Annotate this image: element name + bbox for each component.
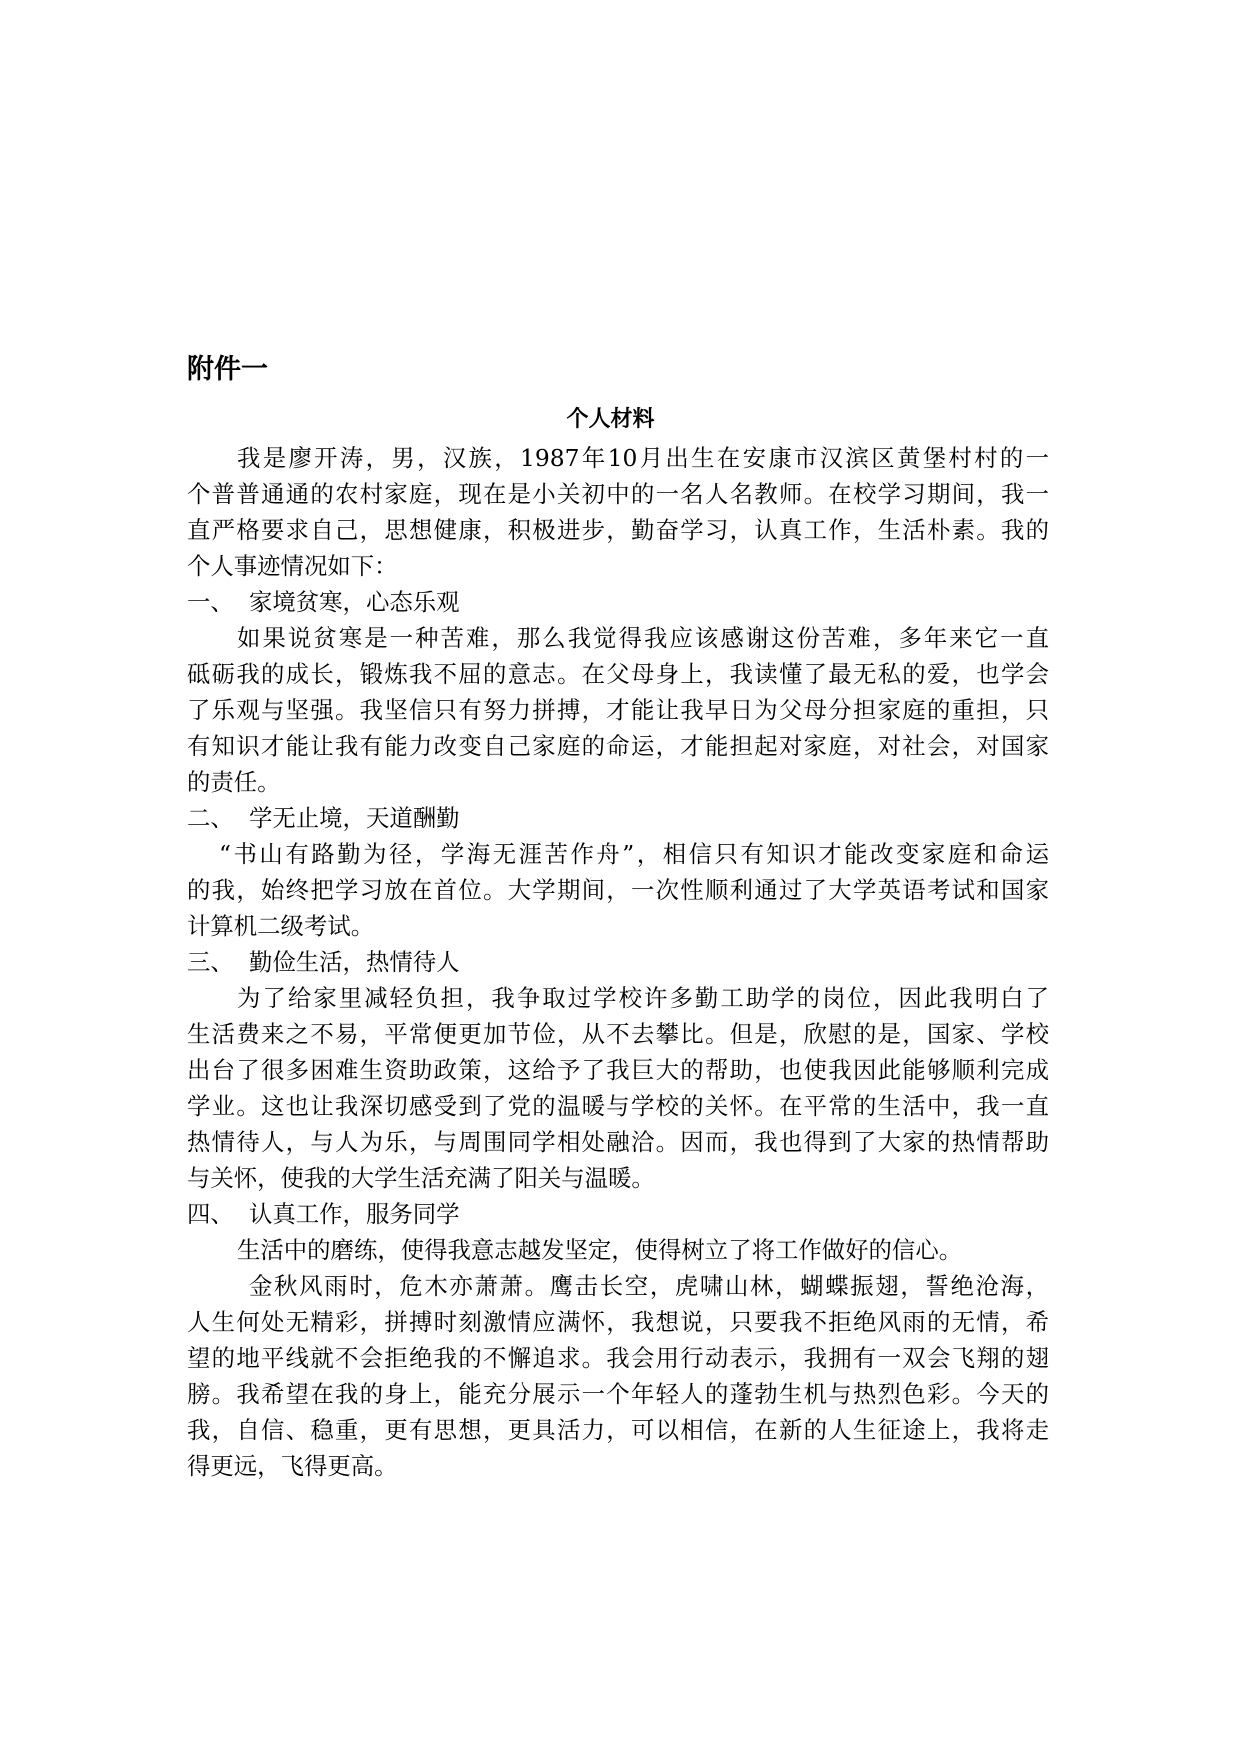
paragraph-line: 如果说贫寒是一种苦难，那么我觉得我应该感谢这份苦难，多年来它一直 [237,624,1049,652]
paragraph-line: “书山有路勤为径，学海无涯苦作舟”，相信只有知识才能改变家庭和命运 [219,840,1049,868]
attachment-label: 附件一 [187,354,268,385]
section-heading-1 [187,584,1049,620]
paragraph-line: 膀。我希望在我的身上，能充分展示一个年轻人的蓬勃生机与热烈色彩。今天的 [187,1380,1049,1408]
paragraph-line: 计算机二级考试。 [187,912,375,940]
paragraph-line: 为了给家里减轻负担，我争取过学校许多勤工助学的岗位，因此我明白了 [237,984,1049,1012]
paragraph-line: 学业。这也让我深切感受到了党的温暖与学校的关怀。在平常的生活中，我一直 [187,1092,1049,1120]
paragraph-line: 个普普通通的农村家庭，现在是小关初中的一名人名教师。在校学习期间，我一 [187,480,1049,508]
paragraph-line: 得更远，飞得更高。 [187,1452,398,1480]
paragraph-line: 砥砺我的成长，锻炼我不屈的意志。在父母身上，我读懂了最无私的爱，也学会 [187,660,1049,688]
document-body [187,440,1049,1484]
heading-number: 三、 [187,948,234,976]
paragraph-line: 与关怀，使我的大学生活充满了阳关与温暖。 [187,1164,655,1192]
paragraph-line: 了乐观与坚强。我坚信只有努力拼搏，才能让我早日为父母分担家庭的重担，只 [187,696,1049,724]
paragraph-line: 生活中的磨练，使得我意志越发坚定，使得树立了将工作做好的信心。 [237,1236,963,1264]
section-heading-2 [187,800,1049,836]
heading-number: 四、 [187,1200,234,1228]
paragraph-line: 望的地平线就不会拒绝我的不懈追求。我会用行动表示，我拥有一双会飞翔的翅 [187,1344,1049,1372]
paragraph-line: 的我，始终把学习放在首位。大学期间，一次性顺利通过了大学英语考试和国家 [187,876,1049,904]
paragraph-line: 个人事迹情况如下： [187,552,398,580]
title-text: 个人材料 [566,406,655,432]
paragraph-line: 人生何处无精彩，拼搏时刻激情应满怀，我想说，只要我不拒绝风雨的无情，希 [187,1308,1049,1336]
paragraph-line: 金秋风雨时，危木亦萧萧。鹰击长空，虎啸山林，蝴蝶振翅，誓绝沧海， [249,1272,1049,1300]
document-title [0,404,1241,434]
paragraph-line: 热情待人，与人为乐，与周围同学相处融洽。因而，我也得到了大家的热情帮助 [187,1128,1049,1156]
paragraph-line: 的责任。 [187,768,281,796]
heading-number: 二、 [187,804,234,832]
paragraph-line: 直严格要求自己，思想健康，积极进步，勤奋学习，认真工作，生活朴素。我的 [187,516,1049,544]
heading-text: 勤俭生活，热情待人 [249,948,460,976]
heading-text: 认真工作，服务同学 [249,1200,460,1228]
heading-text: 家境贫寒，心态乐观 [249,588,460,616]
paragraph-line: 生活费来之不易，平常便更加节俭，从不去攀比。但是，欣慰的是，国家、学校 [187,1020,1049,1048]
heading-text: 学无止境，天道酬勤 [249,804,460,832]
paragraph-line: 有知识才能让我有能力改变自己家庭的命运，才能担起对家庭，对社会，对国家 [187,732,1049,760]
heading-number: 一、 [187,588,234,616]
paragraph-line: 我，自信、稳重，更有思想，更具活力，可以相信，在新的人生征途上，我将走 [187,1416,1049,1444]
section-heading-4 [187,1196,1049,1232]
section-heading-3 [187,944,1049,980]
paragraph-line: 出台了很多困难生资助政策，这给予了我巨大的帮助，也使我因此能够顺利完成 [187,1056,1049,1084]
paragraph-line: 我是廖开涛，男，汉族，1987年10月出生在安康市汉滨区黄堡村村的一 [237,444,1049,472]
